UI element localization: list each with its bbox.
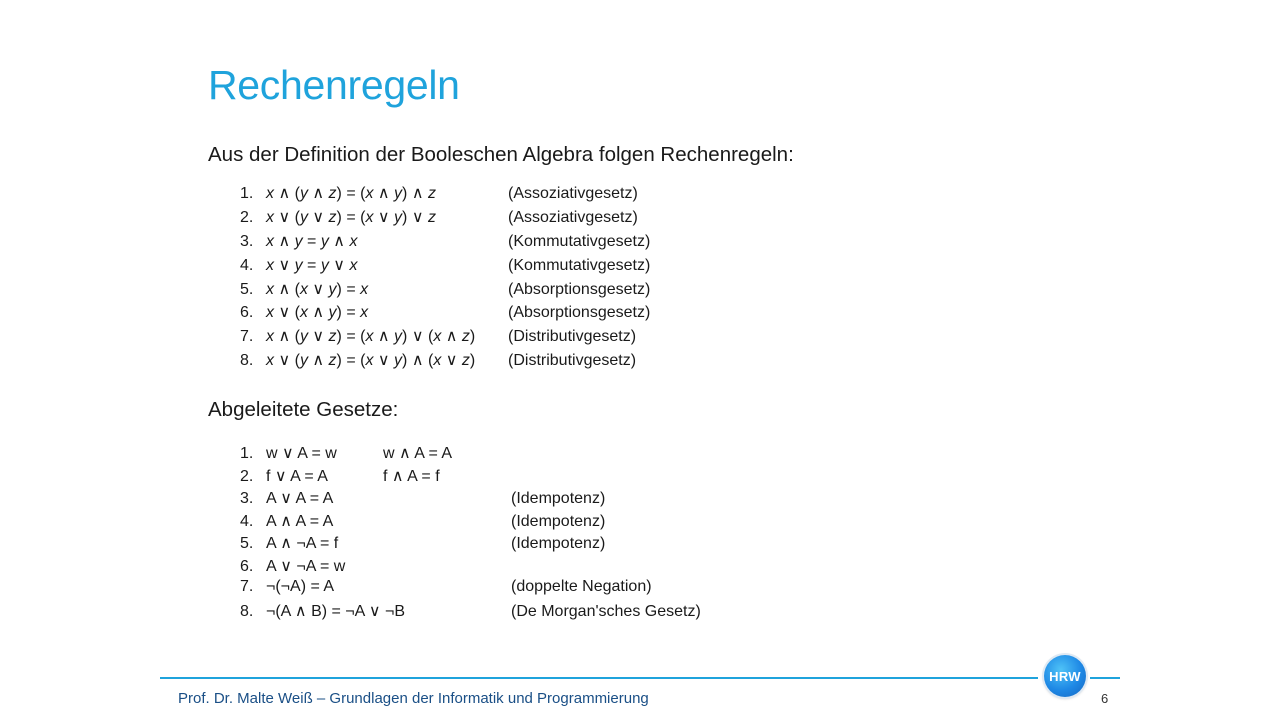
law-name: (Kommutativgesetz) — [508, 256, 651, 274]
law-name: (De Morgan'sches Gesetz) — [511, 602, 701, 620]
item-number: 5. — [240, 280, 254, 298]
law-name: (Assoziativgesetz) — [508, 208, 638, 226]
formula: A ∨ ¬A = w — [266, 557, 346, 575]
law-name: (Idempotenz) — [511, 490, 606, 507]
formula: x ∧ (y ∨ z) = (x ∧ y) ∨ (x ∧ z) — [266, 328, 476, 346]
item-number: 6. — [240, 304, 254, 322]
derived-heading: Abgeleitete Gesetze: — [208, 398, 399, 421]
formula: f ∨ A = A — [266, 467, 328, 485]
list-item — [240, 578, 701, 601]
list-item — [240, 207, 650, 231]
list-item — [240, 511, 701, 534]
item-number: 6. — [240, 557, 254, 575]
item-number: 1. — [240, 445, 254, 462]
formula-dual: w ∧ A = A — [383, 445, 453, 462]
item-number: 4. — [240, 512, 254, 530]
formula: x ∨ (y ∧ z) = (x ∨ y) ∧ (x ∨ z) — [266, 352, 476, 370]
list-item — [240, 231, 650, 255]
list-item — [240, 183, 650, 207]
formula: x ∨ (y ∨ z) = (x ∨ y) ∨ z — [266, 208, 436, 226]
item-number: 2. — [240, 208, 254, 226]
footer-text: Prof. Dr. Malte Weiß – Grundlagen der Informatik und Programmierung — [178, 690, 649, 707]
footer-divider — [160, 677, 1038, 679]
item-number: 7. — [240, 578, 254, 595]
slide-title: Rechenregeln — [208, 62, 460, 108]
formula: x ∧ (y ∧ z) = (x ∧ y) ∧ z — [266, 185, 436, 202]
list-item — [240, 326, 650, 350]
item-number: 5. — [240, 535, 254, 552]
item-number: 2. — [240, 467, 254, 485]
list-item — [240, 466, 701, 489]
list-item — [240, 488, 701, 511]
law-name: (Idempotenz) — [511, 512, 606, 530]
law-name: (Absorptionsgesetz) — [508, 280, 651, 298]
list-item — [240, 533, 701, 556]
item-number: 3. — [240, 490, 254, 507]
rules-list — [240, 183, 650, 374]
list-item — [240, 255, 650, 279]
list-item — [240, 601, 701, 624]
item-number: 4. — [240, 256, 254, 274]
item-number: 1. — [240, 185, 254, 202]
formula: ¬(¬A) = A — [266, 578, 335, 595]
law-name: (Distributivgesetz) — [508, 352, 637, 370]
list-item — [240, 556, 701, 579]
list-item — [240, 350, 650, 374]
formula: A ∧ ¬A = f — [266, 535, 339, 552]
law-name: (Absorptionsgesetz) — [508, 304, 651, 322]
formula: x ∧ (x ∨ y) = x — [266, 280, 369, 298]
footer-divider-right — [1090, 677, 1120, 679]
formula: x ∧ y = y ∧ x — [266, 232, 358, 250]
formula: x ∨ y = y ∨ x — [266, 256, 358, 274]
law-name: (Distributivgesetz) — [508, 328, 637, 346]
formula: A ∨ A = A — [266, 490, 334, 507]
list-item — [240, 302, 650, 326]
formula: w ∨ A = w — [266, 445, 337, 462]
item-number: 7. — [240, 328, 254, 346]
hrw-logo: HRW — [1044, 655, 1086, 697]
item-number: 8. — [240, 352, 254, 370]
formula: ¬(A ∧ B) = ¬A ∨ ¬B — [266, 602, 406, 620]
law-name: (Kommutativgesetz) — [508, 232, 651, 250]
list-item — [240, 443, 701, 466]
formula: A ∧ A = A — [266, 512, 334, 530]
list-item — [240, 279, 650, 303]
derived-list — [240, 443, 701, 623]
law-name: (Assoziativgesetz) — [508, 185, 638, 202]
law-name: (Idempotenz) — [511, 535, 606, 552]
formula-dual: f ∧ A = f — [383, 467, 440, 485]
intro-text: Aus der Definition der Booleschen Algebra folgen Rechenregeln: — [208, 143, 794, 166]
page-number: 6 — [1101, 691, 1109, 706]
item-number: 3. — [240, 232, 254, 250]
formula: x ∨ (x ∧ y) = x — [266, 304, 369, 322]
item-number: 8. — [240, 602, 254, 620]
law-name: (doppelte Negation) — [511, 578, 652, 595]
